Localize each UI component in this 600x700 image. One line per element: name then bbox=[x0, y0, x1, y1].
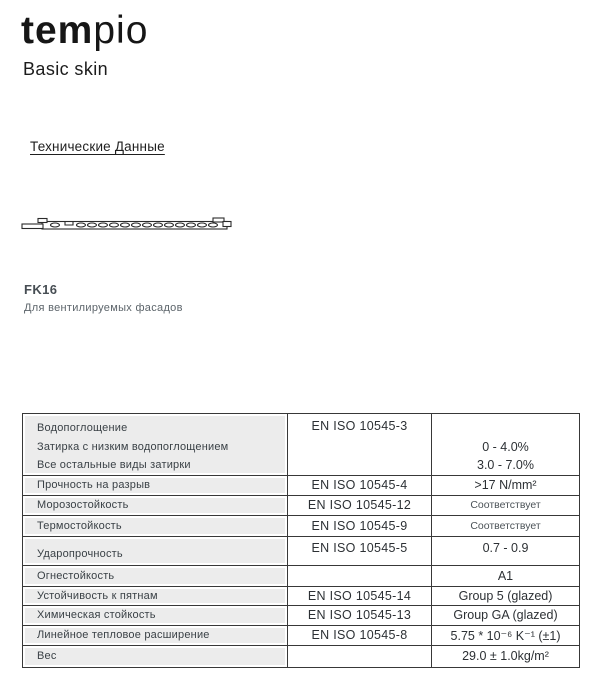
table-row bbox=[23, 646, 579, 667]
spec-value: 0 - 4.0% 3.0 - 7.0% bbox=[432, 414, 579, 476]
spec-standard bbox=[288, 566, 432, 587]
spec-value: Соответствует bbox=[432, 516, 579, 537]
spec-label: Химическая стойкость bbox=[23, 606, 288, 626]
spec-value: 29.0 ± 1.0kg/m² bbox=[462, 649, 549, 663]
spec-standard: EN ISO 10545-14 bbox=[288, 587, 432, 606]
spec-value: >17 N/mm² bbox=[432, 476, 579, 496]
brand-logo bbox=[21, 10, 148, 53]
panel-cross-section-drawing bbox=[20, 212, 256, 242]
spec-value: Соответствует bbox=[432, 496, 579, 516]
panel-right-hook bbox=[213, 218, 224, 222]
spec-value: Group 5 (glazed) bbox=[432, 587, 579, 606]
table-row bbox=[23, 626, 579, 646]
section-title: Технические Данные bbox=[30, 139, 165, 154]
spec-value: A1 bbox=[432, 566, 579, 587]
spec-standard: EN ISO 10545-3 bbox=[288, 414, 432, 476]
spec-label: Водопоглощение Затирка с низким водопоглощением Все остальные виды затирки bbox=[23, 414, 288, 476]
table-row bbox=[23, 516, 579, 537]
panel-left-tongue bbox=[22, 224, 43, 229]
spec-standard bbox=[288, 646, 432, 667]
spec-value: 0.7 - 0.9 bbox=[432, 537, 579, 566]
logo-light-part: pio bbox=[93, 9, 149, 52]
table-row bbox=[23, 414, 579, 476]
spec-standard: EN ISO 10545-4 bbox=[288, 476, 432, 496]
spec-value: Group GA (glazed) bbox=[432, 606, 579, 626]
spec-standard: EN ISO 10545-13 bbox=[288, 606, 432, 626]
table-row bbox=[23, 476, 579, 496]
spec-label: Огнестойкость bbox=[23, 566, 288, 587]
product-code: FK16 bbox=[24, 282, 58, 297]
table-row bbox=[23, 587, 579, 606]
product-line-title: Basic skin bbox=[23, 59, 109, 79]
table-row bbox=[23, 537, 579, 566]
panel-right-cap bbox=[223, 222, 231, 227]
spec-table bbox=[22, 413, 580, 668]
table-row bbox=[23, 606, 579, 626]
panel-left-step bbox=[38, 219, 47, 223]
spec-value: 5.75 * 10⁻⁶ K⁻¹ (±1) bbox=[432, 626, 579, 646]
spec-label: Устойчивость к пятнам bbox=[23, 587, 288, 606]
spec-standard: EN ISO 10545-9 bbox=[288, 516, 432, 537]
spec-label: Морозостойкость bbox=[23, 496, 288, 516]
spec-standard: EN ISO 10545-12 bbox=[288, 496, 432, 516]
spec-standard: EN ISO 10545-5 bbox=[288, 537, 432, 566]
logo-bold-part: tem bbox=[21, 9, 94, 52]
spec-label: Термостойкость bbox=[23, 516, 288, 537]
spec-label: Прочность на разрыв bbox=[23, 476, 288, 496]
spec-standard: EN ISO 10545-8 bbox=[288, 626, 432, 646]
spec-label: Ударопрочность bbox=[23, 537, 288, 566]
spec-label: Линейное тепловое расширение bbox=[23, 626, 288, 646]
table-row bbox=[23, 496, 579, 516]
spec-label: Вес bbox=[23, 646, 288, 667]
table-row bbox=[23, 566, 579, 587]
product-description: Для вентилируемых фасадов bbox=[24, 302, 183, 314]
